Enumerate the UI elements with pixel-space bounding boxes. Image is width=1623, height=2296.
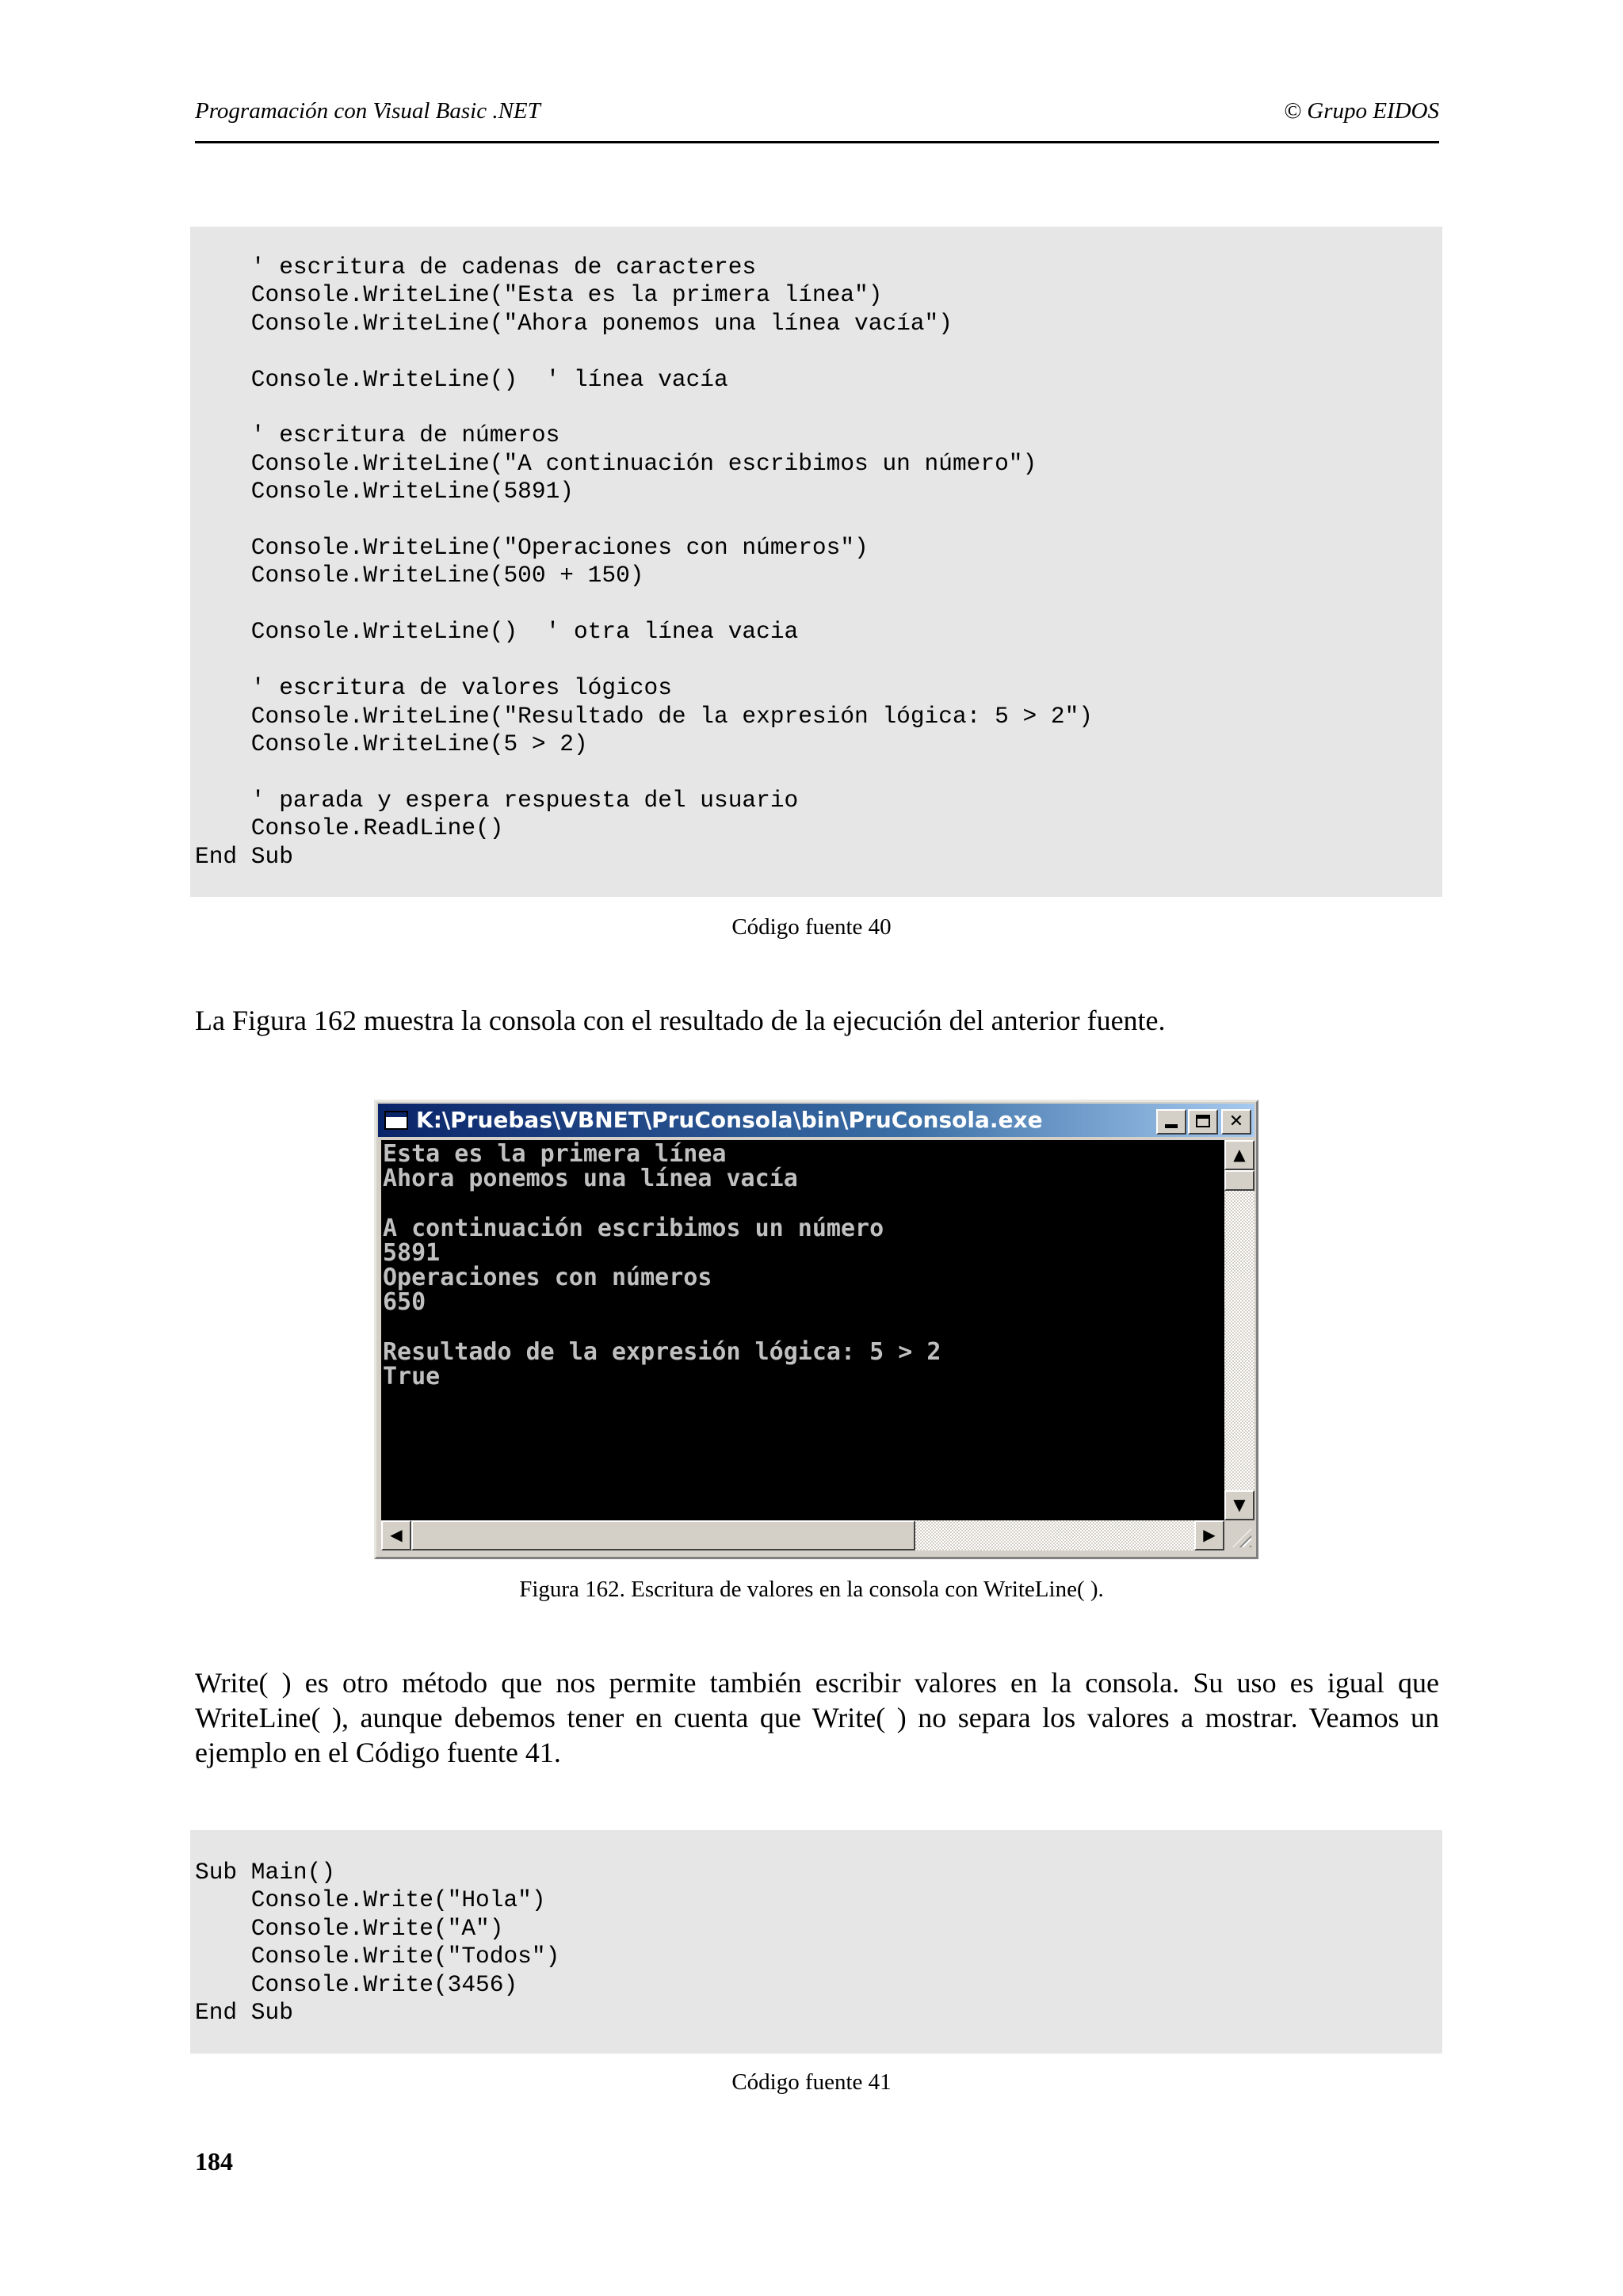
console-output-area [381, 1140, 1224, 1520]
horizontal-scrollbar[interactable] [381, 1520, 1224, 1550]
minimize-button[interactable] [1156, 1109, 1186, 1135]
page-header [195, 95, 1439, 143]
console-output: Esta es la primera línea Ahora ponemos una línea vacía A continuación escribimos un número 5891 Operaciones con números 650 Resultado de la expresión lógica: 5 > 2 True [383, 1140, 941, 1390]
paragraph-write-method: Write( ) es otro método que nos permite también escribir valores en la consola. Su uso es igual que WriteLine( ), aunque debemos tener en cuenta que Write( ) no separa los valores a mostrar. Veamos un ejemplo en el Código fuente 41. [195, 1667, 1439, 1768]
figure-caption-162: Figura 162. Escritura de valores en la consola con WriteLine( ). [519, 1577, 1104, 1602]
arrow-right-icon: ▶ [1203, 1525, 1216, 1544]
publisher: © Grupo EIDOS [1283, 98, 1439, 124]
close-icon: ✕ [1228, 1112, 1244, 1131]
window-titlebar[interactable] [378, 1104, 1254, 1137]
code-block-41 [190, 1830, 1442, 2054]
close-button[interactable] [1221, 1109, 1251, 1135]
minimize-icon [1165, 1124, 1178, 1128]
page-number: 184 [195, 2147, 233, 2176]
code-block-40 [190, 227, 1442, 897]
arrow-up-icon: ▲ [1233, 1145, 1246, 1164]
book-title: Programación con Visual Basic .NET [195, 98, 540, 124]
maximize-icon [1196, 1115, 1210, 1127]
code-caption-40: Código fuente 40 [731, 914, 892, 940]
console-window [374, 1100, 1258, 1559]
scroll-left-button[interactable] [381, 1520, 411, 1550]
code-listing-40: ' escritura de cadenas de caracteres Console.WriteLine("Esta es la primera línea") Console.WriteLine("Ahora ponemos una línea vacía") Console.WriteLine() ' línea vacía ' escritura de números Console.WriteLine("A continuación escribimos un número") Console.WriteLine(5891) Console.WriteLine("Operaciones con números") Console.WriteLine(500 + 150) Console.WriteLine() ' otra línea vacia ' escritura de valores lógicos Console.WriteLine("Resultado de la expresión lógica: 5 > 2") Console.WriteLine(5 > 2) ' parada y espera respuesta del usuario Console.ReadLine() End Sub [195, 254, 1093, 870]
arrow-down-icon: ▼ [1233, 1495, 1246, 1514]
vertical-scroll-thumb[interactable] [1224, 1170, 1254, 1191]
scroll-right-button[interactable] [1194, 1520, 1224, 1550]
paragraph-intro-figure: La Figura 162 muestra la consola con el resultado de la ejecución del anterior fuente. [195, 1005, 1166, 1036]
resize-grip-icon[interactable] [1224, 1520, 1254, 1550]
maximize-button[interactable] [1188, 1109, 1218, 1135]
code-caption-41: Código fuente 41 [731, 2069, 892, 2095]
arrow-left-icon: ◀ [390, 1525, 403, 1544]
scroll-down-button[interactable] [1224, 1490, 1254, 1520]
scroll-up-button[interactable] [1224, 1140, 1254, 1170]
vertical-scrollbar[interactable] [1224, 1140, 1254, 1520]
code-listing-41: Sub Main() Console.Write("Hola") Console.Write("A") Console.Write("Todos") Console.Write(3456) End Sub [195, 1859, 560, 2027]
horizontal-scroll-thumb[interactable] [411, 1520, 915, 1550]
console-app-icon [384, 1111, 408, 1130]
window-title: K:\Pruebas\VBNET\PruConsola\bin\PruConsola.exe [416, 1107, 1043, 1133]
